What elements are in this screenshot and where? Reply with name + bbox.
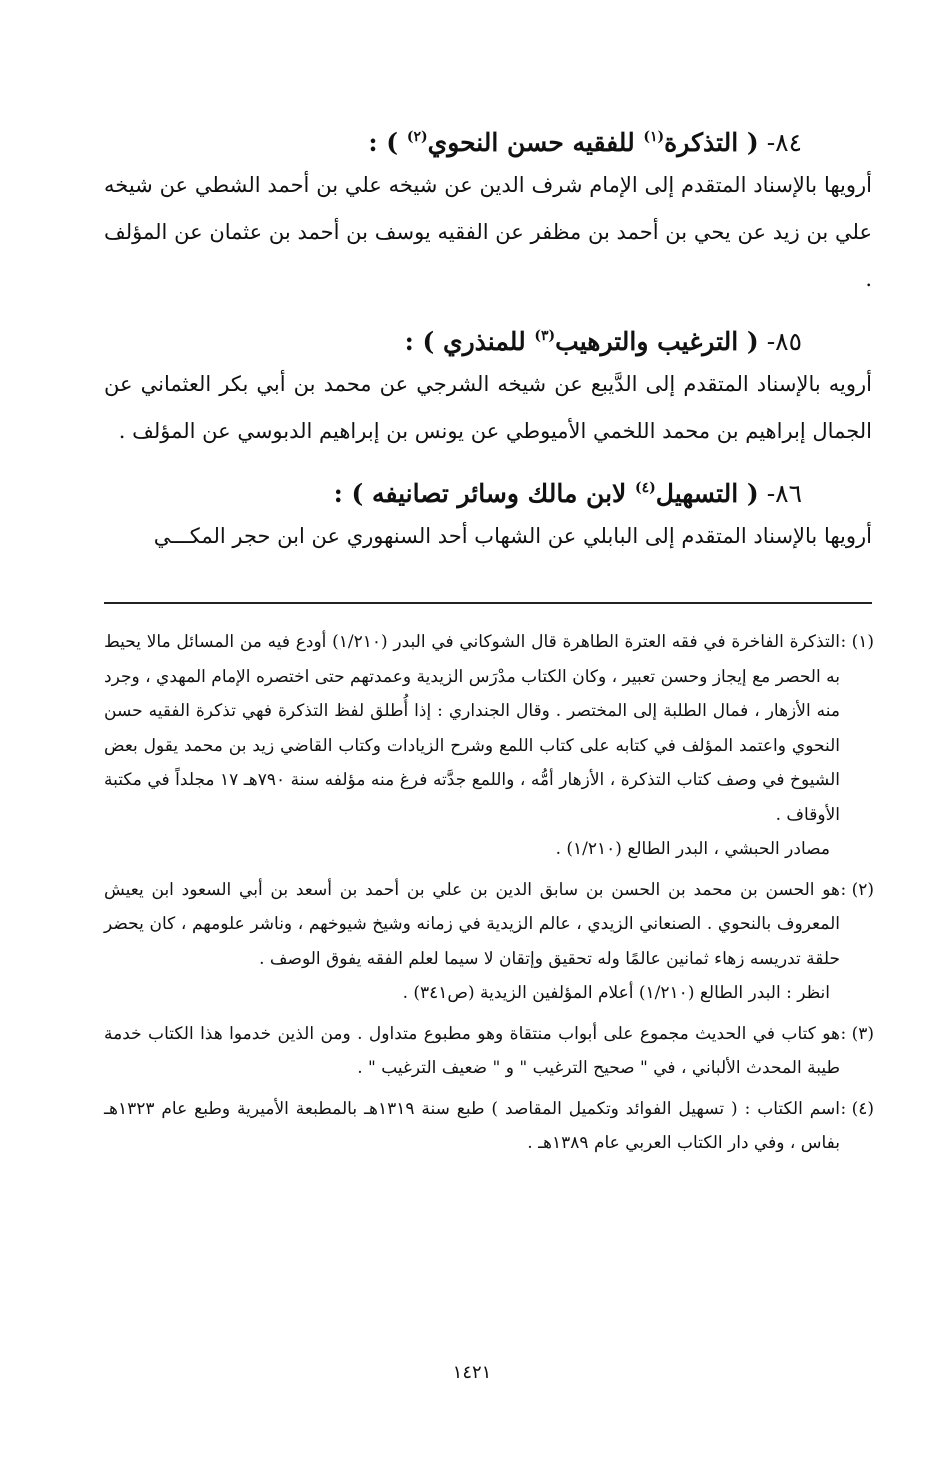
footnote-label: (٢) : — [840, 879, 874, 900]
entry-title: ( الترغيب والترهيب$^{(٣)}$ للمنذري ) : — [404, 327, 759, 356]
footnote-source: مصادر الحبشي ، البدر الطالع (١/٢١٠) . — [555, 839, 830, 859]
entry-number: ٨٥- — [766, 327, 802, 356]
footnote-ref: (٢) — [406, 129, 428, 145]
footnote-ref: (٣) — [534, 328, 556, 344]
entry-number: ٨٦- — [766, 479, 802, 508]
entry-heading-85 — [104, 311, 872, 361]
entry-title: ( التسهيل$^{(٤)}$ لابن مالك وسائر تصانيفه ) : — [333, 479, 759, 508]
entry-heading-84 — [104, 112, 872, 162]
footnote-2 — [104, 873, 874, 1011]
entry-number: ٨٤- — [766, 128, 802, 157]
footnote-source: انظر : البدر الطالع (١/٢١٠) أعلام المؤلفين الزيدية (ص٣٤١) . — [402, 983, 830, 1003]
footnote-ref: (١) — [643, 129, 665, 145]
footnote-text: هو الحسن بن محمد بن الحسن بن سابق الدين بن علي بن أحمد بن أسعد بن أبي السعود ابن يعيش المعروف بالنحوي . الصنعاني الزيدي ، عالم الزيدية في زمانه وشيخ شيوخهم ، وناشر علومهم ، كان يحضر حلقة تدريسه زهاء ثمانين عالمًا وله تحقيق وإتقان لا سيما لعلم الفقه يفوق الوصف . — [104, 879, 840, 969]
footnote-ref: (٤) — [635, 480, 656, 496]
page-number: ١٤٢١ — [452, 1362, 492, 1383]
entry-body-84: أرويها بالإسناد المتقدم إلى الإمام شرف الدين عن شيخه علي بن أحمد الشطي عن شيخه علي بن زيد عن يحي بن أحمد بن مظفر عن الفقيه يوسف بن أحمد بن عثمان عن المؤلف . — [104, 173, 872, 291]
main-text — [104, 112, 872, 568]
footnote-divider — [104, 602, 872, 604]
footnote-4 — [104, 1092, 874, 1161]
entry-title: ( التذكرة$^{(١)}$ للفقيه حسن النحوي$^{(٢)}$ ) : — [368, 128, 759, 157]
entry-body-85: أرويه بالإسناد المتقدم إلى الدَّيبع عن شيخه الشرجي عن محمد بن أبي بكر العثماني عن الجمال إبراهيم بن محمد اللخمي الأميوطي عن يونس بن إبراهيم الدبوسي عن المؤلف . — [104, 372, 872, 443]
footnotes — [104, 625, 874, 1167]
footnote-label: (١) : — [840, 632, 874, 652]
footnote-label: (٤) : — [840, 1098, 874, 1119]
footnote-3 — [104, 1017, 874, 1086]
entry-heading-86 — [104, 463, 872, 513]
footnote-1 — [104, 625, 874, 867]
footnote-text: التذكرة الفاخرة في فقه العترة الطاهرة قال الشوكاني في البدر (١/٢١٠) أودع فيه من المسائل مالا يحيط به الحصر مع إيجاز وحسن تعبير ، وكان الكتاب مدْرَس الزيدية وعمدتهم حتى اختصره الإمام المهدي ، وجرد منه الأزهار ، فمال الطلبة إلى المختصر . وقال الجنداري : إذا أُطلق لفظ التذكرة فهي تذكرة الفقيه حسن النحوي واعتمد المؤلف في كتابه على كتاب اللمع وشرح الزيادات وكتاب القاضي زيد بن محمد يقول بعض الشيوخ في وصف كتاب التذكرة ، الأزهار أمُّه ، واللمع جدَّته فرغ منه مؤلفه سنة ٧٩٠هـ ١٧ مجلداً في مكتبة الأوقاف . — [104, 632, 840, 825]
footnote-text: هو كتاب في الحديث مجموع على أبواب منتقاة وهو مطبوع متداول . ومن الذين خدموا هذا الكتاب خدمة طيبة المحدث الألباني ، في " صحيح الترغيب " و " ضعيف الترغيب " . — [104, 1023, 840, 1078]
footnote-label: (٣) : — [840, 1023, 874, 1044]
footnote-text: اسم الكتاب : ( تسهيل الفوائد وتكميل المقاصد ) طبع سنة ١٣١٩هـ بالمطبعة الأميرية وطبع عام ١٣٢٣هـ بفاس ، وفي دار الكتاب العربي عام ١٣٨٩هـ . — [104, 1098, 841, 1153]
entry-body-86: أرويها بالإسناد المتقدم إلى البابلي عن الشهاب أحد السنهوري عن ابن حجر المكـــي — [153, 524, 872, 548]
